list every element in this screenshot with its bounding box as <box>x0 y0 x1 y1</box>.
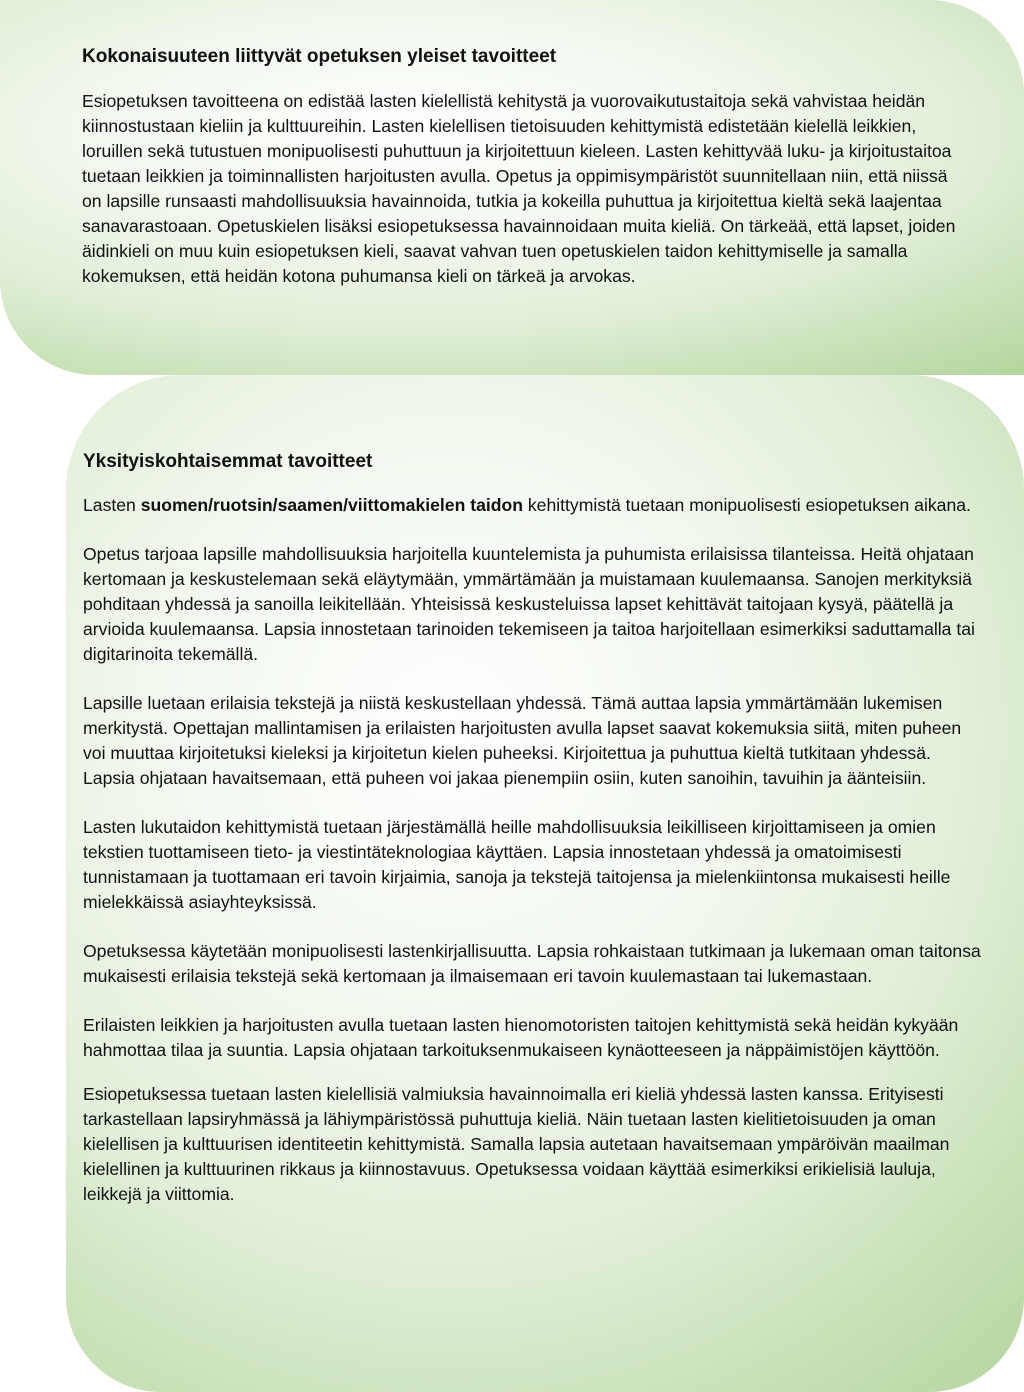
paragraph-fine-motor-skills: Erilaisten leikkien ja harjoitusten avulla tuetaan lasten hienomotoristen taitojen kehittymistä sekä heidän kykyään hahmottaa tilaa ja suuntia. Lapsia ohjataan tarkoituksenmukaiseen kynäotteeseen ja näppäimistöjen käyttöön. <box>83 1015 959 1060</box>
specific-goals-panel <box>66 375 1024 1392</box>
paragraph-literacy-writing: Lasten lukutaidon kehittymistä tuetaan järjestämällä heille mahdollisuuksia leikilliseen kirjoittamiseen ja omien tekstien tuottamiseen tieto- ja viestintäteknologiaa käyttäen. Lapsia innostetaan yhdessä ja omatoimisesti tunnistamaan ja tuottamaan eri tavoin kirjaimia, sanoja ja tekstejä taitojensa ja mielenkiintonsa mukaisesti heille mielekkäissä asiayhteyksissä. <box>83 817 951 912</box>
general-goals-panel <box>0 0 1024 375</box>
intro-bold-languages: suomen/ruotsin/saamen/viittomakielen taidon <box>140 495 523 515</box>
intro-text-end: kehittymistä tuetaan monipuolisesti esiopetuksen aikana. <box>522 495 971 515</box>
specific-goals-heading: Yksityiskohtaisemmat tavoitteet <box>83 451 373 472</box>
general-goals-heading: Kokonaisuuteen liittyvät opetuksen yleiset tavoitteet <box>82 46 557 67</box>
paragraph-language-awareness: Esiopetuksessa tuetaan lasten kielellisiä valmiuksia havainnoimalla eri kieliä yhdessä lasten kanssa. Erityisesti tarkastellaan lapsiryhmässä ja lähiympäristössä puhuttuja kieliä. Näin tuetaan lasten kielitietoisuuden ja oman kielellisen ja kulttuurisen identiteetin kehittymistä. Samalla lapsia autetaan havaitsemaan ympäröivän maailman kielellinen ja kulttuurinen rikkaus ja kiinnostavuus. Opetuksessa voidaan käyttää esimerkiksi erikielisiä lauluja, leikkejä ja viittomia. <box>83 1084 950 1204</box>
paragraph-childrens-literature: Opetuksessa käytetään monipuolisesti lastenkirjallisuutta. Lapsia rohkaistaan tutkimaan ja lukemaan oman taitonsa mukaisesti erilaisia tekstejä sekä kertomaan ja ilmaisemaan eri tavoin kuulemastaan tai lukemastaan. <box>83 941 981 986</box>
specific-goals-intro <box>83 493 984 518</box>
paragraph-reading-texts: Lapsille luetaan erilaisia tekstejä ja niistä keskustellaan yhdessä. Tämä auttaa lapsia ymmärtämään lukemisen merkitystä. Opettajan mallintamisen ja erilaisten harjoitusten avulla lapset saavat kokemuksia siitä, miten puheen voi muuttaa kirjoitetuksi kieleksi ja kirjoitetun kielen puheeksi. Kirjoitettua ja puhuttua kieltä tutkitaan yhdessä. Lapsia ohjataan havaitsemaan, että puheen voi jakaa pienempiin osiin, kuten sanoihin, tavuihin ja äänteisiin. <box>83 693 962 788</box>
intro-text-start: Lasten <box>83 495 141 515</box>
paragraph-listening-speaking: Opetus tarjoaa lapsille mahdollisuuksia harjoitella kuuntelemista ja puhumista erilaisissa tilanteissa. Heitä ohjataan kertomaan ja keskustelemaan sekä eläytymään, ymmärtämään ja muistamaan kuulemaansa. Sanojen merkityksiä pohditaan yhdessä ja sanoilla leikitellään. Yhteisissä keskusteluissa lapset kehittävät taitojaan kysyä, päätellä ja arvioida kuulemaansa. Lapsia innostetaan tarinoiden tekemiseen ja taitoa harjoitellaan esimerkiksi saduttamalla tai digitarinoita tekemällä. <box>83 544 975 664</box>
general-goals-paragraph: Esiopetuksen tavoitteena on edistää lasten kielellistä kehitystä ja vuorovaikutustaitoja sekä vahvistaa heidän kiinnostustaan kieliin ja kulttuureihin. Lasten kielellisen tietoisuuden kehittymistä edistetään kielellä leikkien, loruillen sekä tutustuen monipuolisesti puhuttuun ja kirjoitettuun kieleen. Lasten kehittyvää luku- ja kirjoitustaitoa tuetaan leikkien ja toiminnallisten harjoitusten avulla. Opetus ja oppimisympäristöt suunnitellaan niin, että niissä on lapsille runsaasti mahdollisuuksia havainnoida, tutkia ja kokeilla puhuttua ja kirjoitettua kieltä sekä laajentaa sanavarastoaan. Opetuskielen lisäksi esiopetuksessa havainnoidaan muita kieliä. On tärkeää, että lapset, joiden äidinkieli on muu kuin esiopetuksen kieli, saavat vahvan tuen opetuskielen taidon kehittymiselle ja samalla kokemuksen, että heidän kotona puhumansa kieli on tärkeä ja arvokas. <box>82 91 956 286</box>
